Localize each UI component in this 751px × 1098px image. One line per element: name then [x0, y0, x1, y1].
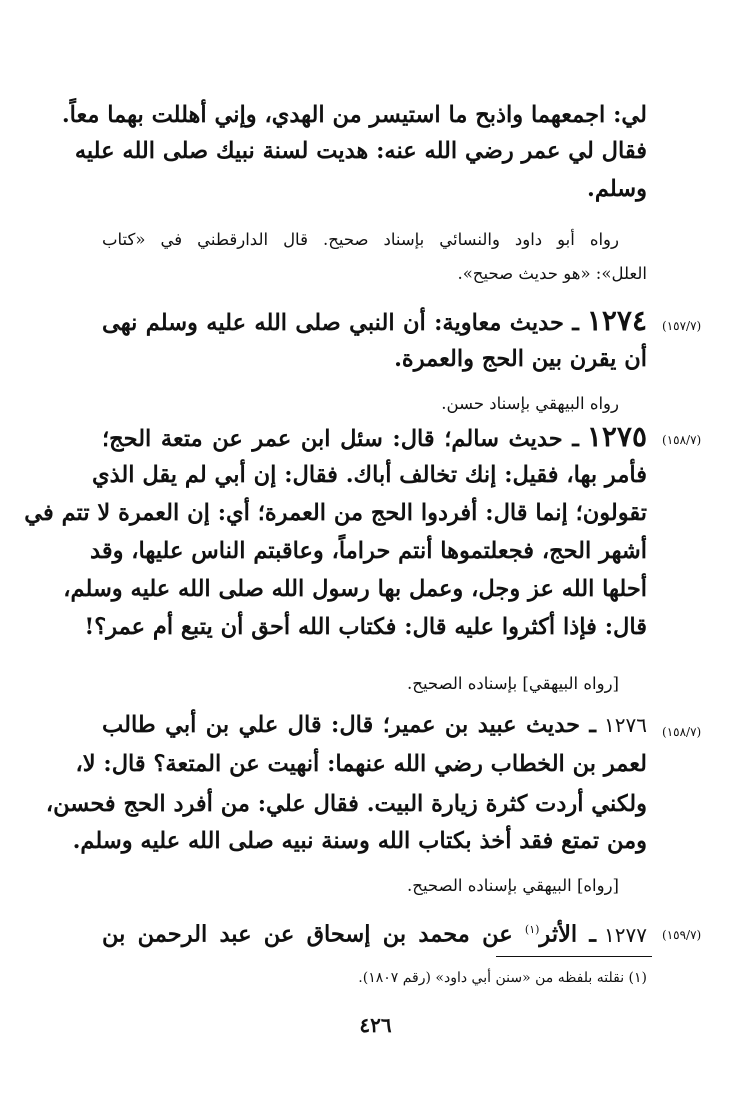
text-line: تقولون؛ إنما قال: أفردوا الحج من العمرة؛ أي: إن العمرة لا تتم في	[24, 500, 647, 526]
hadith-1276-heading	[102, 707, 647, 743]
text-line: ومن تمتع فقد أخذ بكتاب الله وسنة نبيه صلى الله عليه وسلم.	[72, 828, 647, 854]
volume-page-ref: (١٥٨/٧)	[662, 725, 702, 739]
footnote-divider	[496, 956, 652, 957]
text-line: فقال لي عمر رضي الله عنه: هديت لسنة نبيك صلى الله عليه	[74, 138, 647, 164]
hadith-text: ـ حديث معاوية: أن النبي صلى الله عليه وسلم نهى	[102, 310, 579, 336]
volume-page-ref: (١٥٧/٧)	[662, 319, 702, 333]
hadith-number: ١٢٧٧	[604, 922, 647, 947]
footnote: (١) نقلته بلفظه من «سنن أبي داود» (رقم ١٨٠٧).	[358, 970, 647, 986]
text-line: ولكني أردت كثرة زيارة البيت. فقال علي: من أفرد الحج فحسن،	[45, 791, 647, 817]
text-line: لي: اجمعهما واذبح ما استيسر من الهدي، وإني أهللت بهما معاً.	[61, 102, 647, 128]
text-line: أحلها الله عز وجل، وعمل بها رسول الله صلى الله عليه وسلم،	[63, 576, 647, 602]
text-line: أن يقرن بين الحج والعمرة.	[394, 346, 647, 372]
text-line: فأمر بها، فقيل: إنك تخالف أباك. فقال: إن أبي لم يقل الذي	[91, 462, 647, 488]
hadith-number: ١٢٧٤	[586, 304, 647, 337]
hadith-number: ١٢٧٦	[604, 713, 647, 737]
narration-note: [رواه] البيهقي بإسناده الصحيح.	[407, 876, 619, 895]
hadith-number: ١٢٧٥	[586, 420, 647, 453]
hadith-1277-heading	[102, 912, 647, 953]
page-number: ٤٢٦	[359, 1013, 392, 1037]
text-line: قال: فإذا أكثروا عليه قال: فكتاب الله أحق أن يتبع أم عمر؟!	[84, 614, 647, 640]
hadith-text: ـ حديث سالم؛ قال: سئل ابن عمر عن متعة الحج؛	[102, 426, 579, 452]
hadith-text: عن محمد بن إسحاق عن عبد الرحمن بن	[102, 921, 513, 948]
hadith-1274-heading	[102, 303, 647, 341]
hadith-text: ـ حديث عبيد بن عمير؛ قال: قال علي بن أبي طالب	[102, 712, 597, 738]
narration-note: رواه البيهقي بإسناد حسن.	[441, 394, 619, 413]
narration-note: [رواه البيهقي] بإسناده الصحيح.	[407, 674, 619, 693]
text-line: لعمر بن الخطاب رضي الله عنهما: أنهيت عن المتعة؟ قال: لا،	[75, 751, 647, 777]
text-line: وسلم.	[587, 176, 647, 202]
hadith-1275-heading	[102, 419, 647, 457]
narration-note: العلل»: «هو حديث صحيح».	[457, 264, 647, 283]
volume-page-ref: (١٥٩/٧)	[662, 928, 702, 942]
narration-note: رواه أبو داود والنسائي بإسناد صحيح. قال الدارقطني في «كتاب	[102, 230, 619, 249]
text-line: أشهر الحج، فجعلتموها أنتم حراماً، وعاقبتم الناس عليها، وقد	[90, 538, 647, 564]
footnote-marker[interactable]: (١)	[524, 923, 540, 936]
hadith-text: ـ الأثر	[539, 921, 597, 948]
volume-page-ref: (١٥٨/٧)	[662, 433, 702, 447]
